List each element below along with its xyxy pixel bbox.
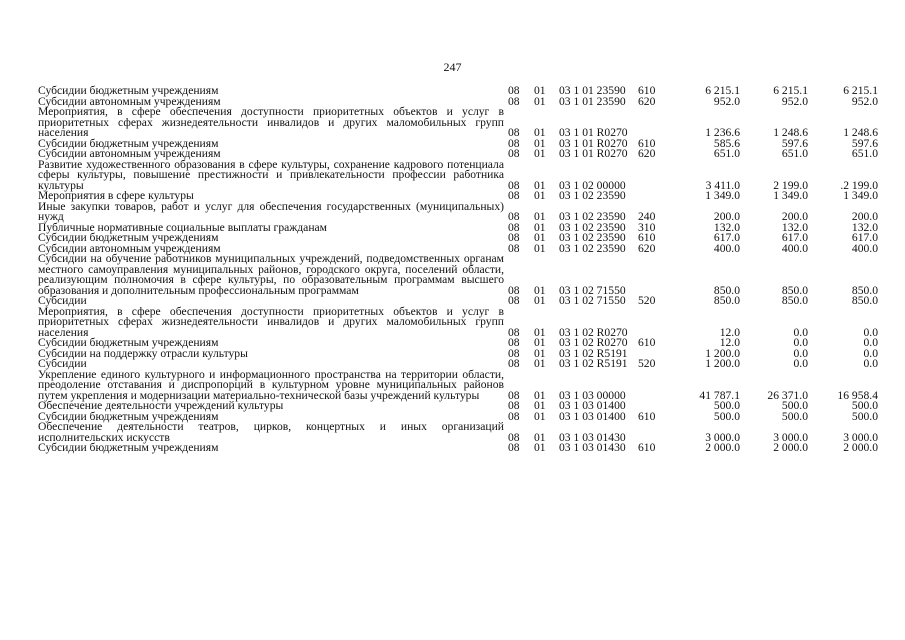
amount-year-1: 1 200.0 (705, 346, 740, 360)
amount-year-1: 2 000.0 (705, 441, 740, 454)
amount-year-2: 0.0 (793, 357, 808, 370)
section-code: 08 (508, 399, 520, 412)
amount-year-2: 850.0 (781, 283, 808, 297)
subsection-code: 01 (534, 294, 546, 307)
item-name: Субсидии бюджетным учреждениям (38, 441, 219, 454)
amount-year-1: 850.0 (713, 283, 740, 297)
section-code: 08 (508, 336, 520, 349)
item-name: Мероприятия, в сфере обеспечения доступности приоритетных объектов и услуг в приоритетных сферах жизнедеятельности инвалидов и других маломобильных групп населения (38, 304, 504, 339)
amount-year-1: 850.0 (713, 294, 740, 307)
amount-year-2: 6 215.1 (773, 84, 808, 97)
table-row (38, 422, 878, 443)
section-code: 08 (508, 126, 520, 139)
amount-year-2: 2 199.0 (773, 178, 808, 192)
expense-type-code: 610 (638, 336, 656, 349)
subsection-code: 01 (534, 430, 546, 444)
subsection-code: 01 (534, 346, 546, 360)
target-article-code: 03 1 01 R0270 (559, 126, 628, 139)
amount-year-1: 585.6 (713, 136, 740, 150)
expense-type-code: 620 (638, 241, 656, 255)
subsection-code: 01 (534, 399, 546, 412)
item-name: Обеспечение деятельности учреждений культуры (38, 399, 284, 412)
amount-year-3: 850.0 (851, 283, 878, 297)
subsection-code: 01 (534, 84, 546, 97)
subsection-code: 01 (534, 126, 546, 139)
section-code: 08 (508, 136, 520, 150)
amount-year-1: 651.0 (713, 147, 740, 160)
amount-year-3: 6 215.1 (843, 84, 878, 97)
item-name: Мероприятия, в сфере обеспечения доступности приоритетных объектов и услуг в приоритетных сферах жизнедеятельности инвалидов и других маломобильных групп населения (38, 105, 504, 139)
amount-year-2: 200.0 (781, 210, 808, 223)
item-name: Субсидии автономным учреждениям (38, 147, 221, 160)
table-row (38, 254, 878, 296)
target-article-code: 03 1 02 R5191 (559, 357, 628, 370)
subsection-code: 01 (534, 409, 546, 423)
amount-year-2: 1 349.0 (773, 189, 808, 202)
target-article-code: 03 1 02 00000 (559, 178, 626, 192)
amount-year-1: 6 215.1 (705, 84, 740, 97)
table-row (38, 160, 878, 192)
amount-year-2: 26 371.0 (767, 388, 808, 402)
section-code: 08 (508, 430, 520, 444)
subsection-code: 01 (534, 178, 546, 192)
amount-year-3: 1 248.6 (843, 126, 878, 139)
item-name: Субсидии автономным учреждениям (38, 94, 221, 108)
section-code: 08 (508, 409, 520, 423)
amount-year-2: 952.0 (781, 94, 808, 108)
amount-year-2: 3 000.0 (773, 430, 808, 444)
section-code: 08 (508, 357, 520, 370)
amount-year-2: 651.0 (781, 147, 808, 160)
amount-year-1: 1 200.0 (705, 357, 740, 370)
amount-year-1: 3 000.0 (705, 430, 740, 444)
amount-year-3: 132.0 (851, 220, 878, 234)
expense-type-code: 240 (638, 210, 656, 223)
item-name: Субсидии (38, 294, 87, 307)
section-code: 08 (508, 94, 520, 108)
subsection-code: 01 (534, 231, 546, 244)
subsection-code: 01 (534, 357, 546, 370)
item-name: Субсидии бюджетным учреждениям (38, 409, 219, 423)
expense-type-code: 610 (638, 441, 656, 454)
item-name: Мероприятия в сфере культуры (38, 189, 194, 202)
expense-type-code (638, 422, 668, 443)
amount-year-3: 200.0 (851, 210, 878, 223)
subsection-code: 01 (534, 336, 546, 349)
expense-type-code: 520 (638, 357, 656, 370)
section-code: 08 (508, 325, 520, 339)
target-article-code: 03 1 02 R0270 (559, 325, 628, 339)
subsection-code: 01 (534, 147, 546, 160)
amount-year-3: 0.0 (863, 336, 878, 349)
amount-year-3: 3 000.0 (843, 430, 878, 444)
amount-year-3: 597.6 (851, 136, 878, 150)
amount-year-3: 400.0 (851, 241, 878, 255)
amount-year-1: 12.0 (719, 325, 740, 339)
section-code: 08 (508, 178, 520, 192)
amount-year-3: 850.0 (851, 294, 878, 307)
expense-type-code: 620 (638, 147, 656, 160)
item-name: Публичные нормативные социальные выплаты гражданам (38, 220, 327, 234)
amount-year-3: 0.0 (863, 325, 878, 339)
section-code: 08 (508, 241, 520, 255)
target-article-code: 03 1 01 R0270 (559, 147, 628, 160)
expense-type-code: 620 (638, 94, 656, 108)
target-article-code: 03 1 02 R0270 (559, 336, 628, 349)
item-name: Субсидии бюджетным учреждениям (38, 84, 219, 97)
expense-type-code: 610 (638, 231, 656, 244)
target-article-code: 03 1 02 23590 (559, 210, 626, 223)
subsection-code: 01 (534, 136, 546, 150)
expense-type-code (638, 254, 668, 296)
item-name: Субсидии бюджетным учреждениям (38, 336, 219, 349)
section-code: 08 (508, 147, 520, 160)
amount-year-2: 0.0 (793, 325, 808, 339)
amount-year-2: 500.0 (781, 409, 808, 423)
expense-type-code (638, 191, 668, 202)
subsection-code: 01 (534, 189, 546, 202)
target-article-code: 03 1 03 01400 (559, 409, 626, 423)
page-number: 247 (443, 60, 462, 74)
amount-year-1: 3 411.0 (705, 178, 740, 192)
target-article-code: 03 1 03 00000 (559, 388, 626, 402)
subsection-code: 01 (534, 283, 546, 297)
budget-table (38, 86, 878, 454)
amount-year-3: 500.0 (851, 399, 878, 412)
target-article-code: 03 1 01 23590 (559, 84, 626, 97)
expense-type-code: 310 (638, 220, 656, 234)
section-code: 08 (508, 84, 520, 97)
expense-type-code (638, 307, 668, 339)
table-row (38, 349, 878, 360)
expense-type-code: 610 (638, 136, 656, 150)
table-row (38, 202, 878, 223)
amount-year-1: 500.0 (713, 399, 740, 412)
amount-year-2: 132.0 (781, 220, 808, 234)
section-code: 08 (508, 441, 520, 454)
section-code: 08 (508, 189, 520, 202)
amount-year-1: 500.0 (713, 409, 740, 423)
amount-year-2: 2 000.0 (773, 441, 808, 454)
target-article-code: 03 1 02 23590 (559, 189, 626, 202)
table-row (38, 107, 878, 139)
expense-type-code: 610 (638, 84, 656, 97)
target-article-code: 03 1 02 R5191 (559, 346, 628, 360)
amount-year-3: .2 199.0 (840, 178, 878, 192)
amount-year-2: 617.0 (781, 231, 808, 244)
item-name: Укрепление единого культурного и информационного пространства на территории области, преодоление отставания и диспропорций в культурном уровне муниципальных районов путем укрепления и модернизации материально-технической базы учреждений культуры (38, 367, 504, 402)
section-code: 08 (508, 346, 520, 360)
amount-year-2: 500.0 (781, 399, 808, 412)
section-code: 08 (508, 220, 520, 234)
amount-year-1: 41 787.1 (699, 388, 740, 402)
amount-year-1: 132.0 (713, 220, 740, 234)
item-name: Иные закупки товаров, работ и услуг для обеспечения государственных (муниципальных) нужд (38, 199, 504, 223)
amount-year-1: 617.0 (713, 231, 740, 244)
target-article-code: 03 1 02 71550 (559, 283, 626, 297)
section-code: 08 (508, 231, 520, 244)
amount-year-2: 0.0 (793, 336, 808, 349)
table-row (38, 443, 878, 454)
subsection-code: 01 (534, 210, 546, 223)
target-article-code: 03 1 01 23590 (559, 94, 626, 108)
amount-year-3: 0.0 (863, 346, 878, 360)
subsection-code: 01 (534, 241, 546, 255)
table-row (38, 307, 878, 339)
target-article-code: 03 1 02 23590 (559, 231, 626, 244)
amount-year-1: 1 349.0 (705, 189, 740, 202)
section-code: 08 (508, 283, 520, 297)
target-article-code: 03 1 01 R0270 (559, 136, 628, 150)
subsection-code: 01 (534, 441, 546, 454)
expense-type-code (638, 370, 668, 402)
amount-year-3: 16 958.4 (837, 388, 878, 402)
expense-type-code (638, 107, 668, 139)
amount-year-1: 12.0 (719, 336, 740, 349)
item-name: Субсидии на поддержку отрасли культуры (38, 346, 248, 360)
amount-year-1: 200.0 (713, 210, 740, 223)
item-name: Обеспечение деятельности театров, цирков, концертных и иных организаций исполнительских искусств (38, 420, 504, 444)
subsection-code: 01 (534, 388, 546, 402)
target-article-code: 03 1 02 23590 (559, 220, 626, 234)
amount-year-3: 500.0 (851, 409, 878, 423)
target-article-code: 03 1 03 01400 (559, 399, 626, 412)
amount-year-2: 850.0 (781, 294, 808, 307)
target-article-code: 03 1 03 01430 (559, 430, 626, 444)
amount-year-2: 400.0 (781, 241, 808, 255)
budget-table-body (38, 86, 878, 454)
amount-year-3: 651.0 (851, 147, 878, 160)
subsection-code: 01 (534, 220, 546, 234)
item-name: Субсидии автономным учреждениям (38, 241, 221, 255)
amount-year-3: 2 000.0 (843, 441, 878, 454)
target-article-code: 03 1 02 23590 (559, 241, 626, 255)
amount-year-3: 1 349.0 (843, 189, 878, 202)
amount-year-2: 597.6 (781, 136, 808, 150)
amount-year-3: 617.0 (851, 231, 878, 244)
amount-year-3: 0.0 (863, 357, 878, 370)
expense-type-code (638, 160, 668, 192)
target-article-code: 03 1 03 01430 (559, 441, 626, 454)
item-name: Субсидии на обучение работников муниципальных учреждений, подведомственных органам местного самоуправления муниципальных районов, городского округа, поселений области, реализующим полномочия в сфере культуры, по образовательным программам высшего образования и дополнительным профессиональным программам (38, 252, 504, 297)
expense-type-code: 520 (638, 294, 656, 307)
amount-year-1: 952.0 (713, 94, 740, 108)
section-code: 08 (508, 294, 520, 307)
item-name: Развитие художественного образования в сфере культуры, сохранение кадрового потенциала сферы культуры, повышение престижности и привлекательности профессии работника культуры (38, 157, 504, 192)
table-row (38, 370, 878, 402)
amount-year-2: 0.0 (793, 346, 808, 360)
subsection-code: 01 (534, 94, 546, 108)
item-name: Субсидии бюджетным учреждениям (38, 231, 219, 244)
expense-type-code: 610 (638, 409, 656, 423)
subsection-code: 01 (534, 325, 546, 339)
section-code: 08 (508, 210, 520, 223)
amount-year-2: 1 248.6 (773, 126, 808, 139)
section-code: 08 (508, 388, 520, 402)
amount-year-1: 1 236.6 (705, 126, 740, 139)
target-article-code: 03 1 02 71550 (559, 294, 626, 307)
amount-year-3: 952.0 (851, 94, 878, 108)
amount-year-1: 400.0 (713, 241, 740, 255)
item-name: Субсидии (38, 357, 87, 370)
item-name: Субсидии бюджетным учреждениям (38, 136, 219, 150)
